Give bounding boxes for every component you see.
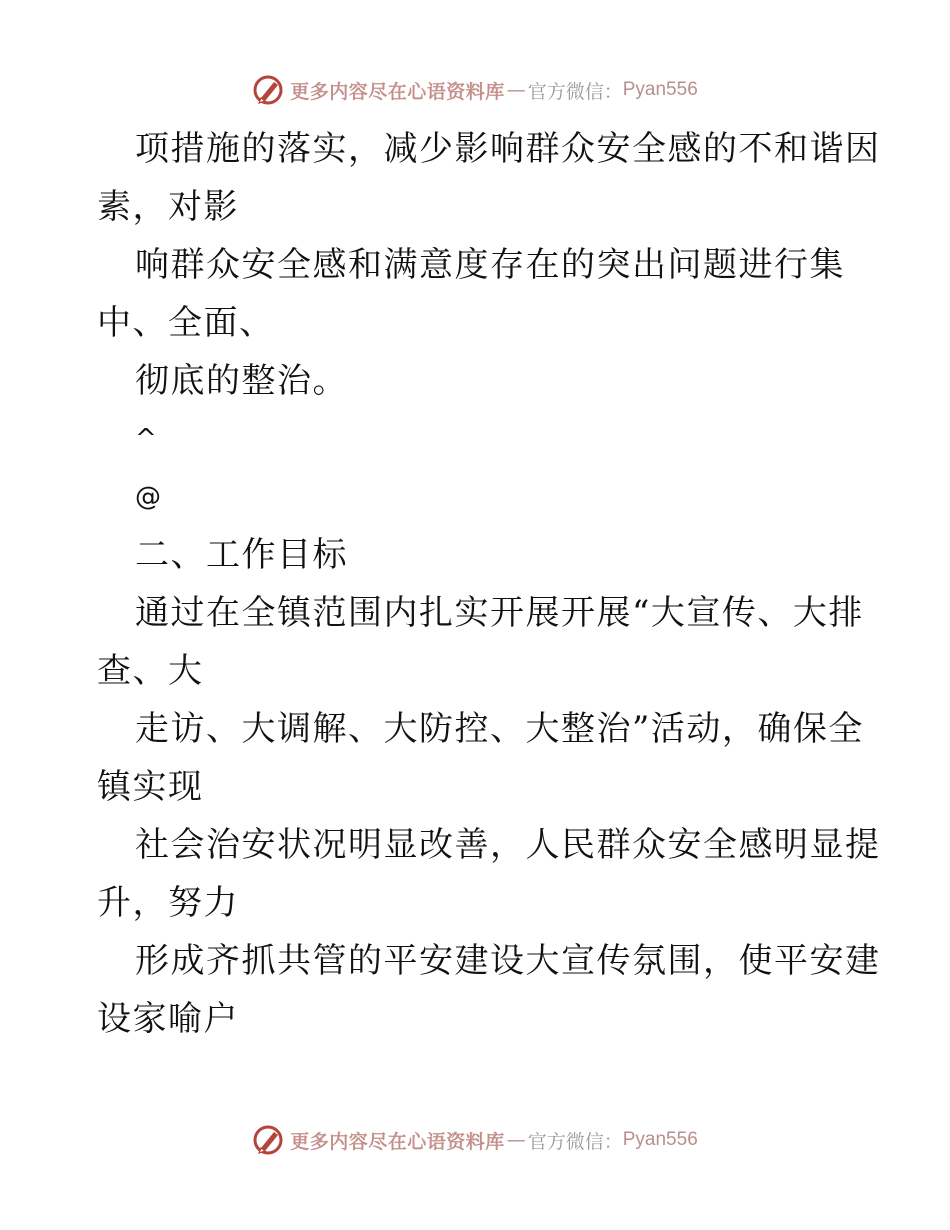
banner-text: 更多内容尽在心语资料库	[290, 80, 505, 103]
text-line: 响群众安全感和满意度存在的突出问题进行集	[135, 245, 845, 285]
footer-watermark-banner	[0, 1120, 950, 1160]
text-line: 素，对影	[97, 187, 239, 227]
caret-symbol-line: ^	[135, 424, 159, 454]
text-line: 走访、大调解、大防控、大整治”活动，确保全	[135, 709, 864, 749]
banner-separator: —	[506, 1129, 526, 1151]
text-line: 形成齐抓共管的平安建设大宣传氛围，使平安建	[135, 941, 881, 981]
banner-wechat-id: Pyan556	[622, 79, 698, 100]
banner-separator: —	[506, 79, 526, 101]
at-symbol-line: @	[135, 482, 163, 512]
banner-wechat-label: 官方微信：	[527, 80, 623, 103]
text-line: 查、大	[97, 651, 204, 691]
text-line: 彻底的整治。	[135, 361, 348, 401]
header-watermark-banner	[0, 70, 950, 110]
text-line: 升，努力	[97, 883, 239, 923]
text-line: 通过在全镇范围内扎实开展开展“大宣传、大排	[135, 593, 864, 633]
pen-logo-icon	[252, 74, 284, 106]
text-line: 中、全面、	[97, 303, 275, 343]
section-heading: 二、工作目标	[135, 535, 348, 575]
text-line: 镇实现	[97, 767, 204, 807]
banner-wechat-label: 官方微信：	[527, 1130, 623, 1153]
banner-wechat-id: Pyan556	[622, 1129, 698, 1150]
text-line: 社会治安状况明显改善，人民群众安全感明显提	[135, 825, 881, 865]
text-line: 项措施的落实，减少影响群众安全感的不和谐因	[135, 129, 881, 169]
banner-text: 更多内容尽在心语资料库	[290, 1130, 505, 1153]
pen-logo-icon	[252, 1124, 284, 1156]
document-body	[97, 120, 881, 1048]
text-line: 设家喻户	[97, 999, 239, 1039]
